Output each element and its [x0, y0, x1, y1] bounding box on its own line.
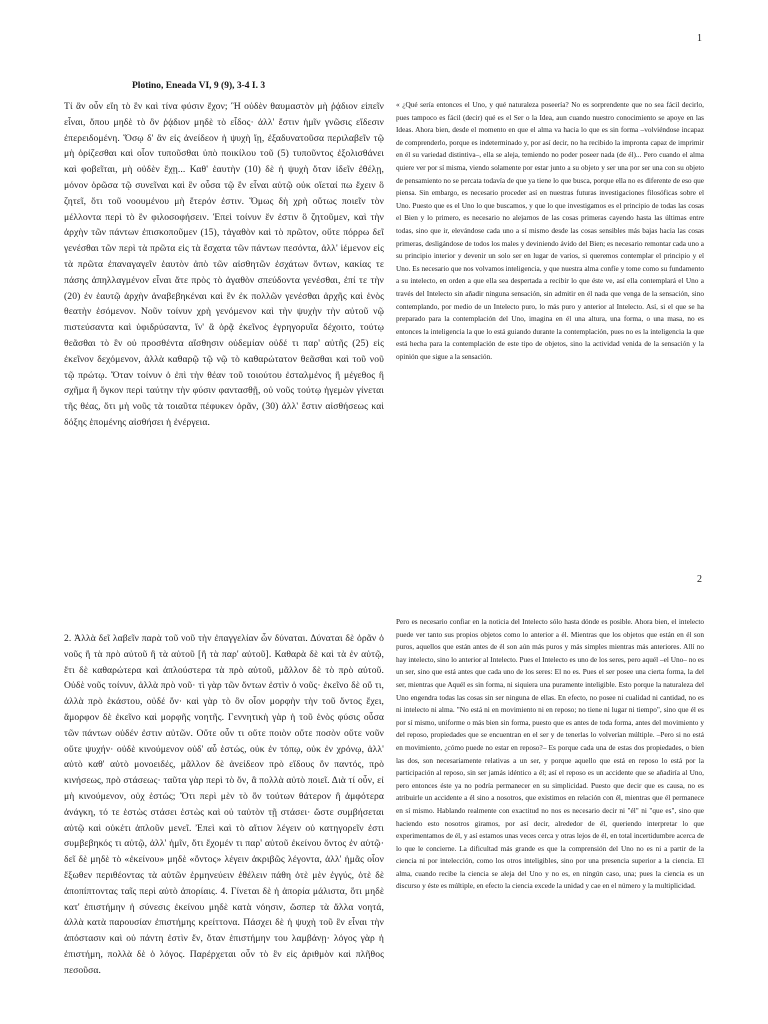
spanish-translation-column: [396, 99, 704, 363]
page-number: 2: [697, 574, 702, 585]
greek-text-column: [64, 631, 384, 979]
spanish-translation-column: [396, 616, 704, 893]
spanish-paragraph: « ¿Qué sería entonces el Uno, y qué naturaleza poseería? No es sorprendente que no sea fácil decirlo, pues tampoco es fácil (decir) qué es el Ser o la Idea, aun cuando nuestro conocimiento se apoye en las Ideas. Ahora bien, desde el momento en que el alma va hacia lo que es sin forma –volviéndose incapaz de comprenderlo, porque es indeterminado y, por así decir, no ha recibido la impronta capaz de imprimir en él su variedad distintiva–, ella se aleja, temiendo no poder poseer nada (de él)... Pero cuando el alma quiere ver por sí misma, viendo solamente por estar junto a su objeto y ser una por ser una con su objeto de pensamiento no se percata todavía de que ya tiene lo que busca, porque ella no es diferente de eso que piensa. Sin embargo, es necesario proceder así en nuestras futuras investigaciones filosóficas sobre el Uno. Puesto que es el Uno lo que buscamos, y que lo que investigamos es el principio de todas las cosas el Bien y lo primero, es necesario no alejarnos de las cosas primeras cayendo hasta las últimas entre todas, sino que ir, elevándose cada uno a sí mismo desde las cosas sensibles más bajas hacia las cosas primeras, desligándose de todos los males y deviniendo ávido del Bien; es necesario remontar cada uno a su principio interior y devenir un solo ser en lugar de varios, si queremos contemplar el principio y el Uno. Es necesario que nos volvamos inteligencia, y que nuestra alma confíe y tome como su fundamento a su intelecto, en orden a que ella sea despertada a recibir lo que éste ve, así ella contemplará el Uno a través del Intelecto sin añadir ninguna sensación, sin admitir en él nada que venga de la sensación, sino contemplando, por medio de un Intelecto puro, lo más puro y anterior al Intelecto. Así, si el que se ha preparado para la contemplación del Uno, imagina en él una altura, una forma, o una masa, no es entonces la inteligencia la que lo está guiando durante la contemplación, pues no es la inteligencia la que está hecha para la contemplación de este tipo de objetos, sino la actividad venida de la sensación y la opinión que sigue a la sensación.: [396, 100, 704, 361]
greek-paragraph: Τί ἂν οὖν εἴη τὸ ἓν καὶ τίνα φύσιν ἔχον; Ἢ οὐδὲν θαυμαστὸν μὴ ῥᾴδιον εἰπεῖν εἶναι, ὅπου μηδὲ τὸ ὂν ῥᾴδιον μηδὲ τὸ εἶδος· ἀλλ' ἔστιν ἡμῖν γνῶσις εἴδεσιν ἐπερειδομένη. Ὅσῳ δ' ἂν εἰς ἀνείδεον ἡ ψυχὴ ἴῃ, ἐξαδυνατοῦσα περιλαβεῖν τῷ μὴ ὁρίζεσθαι καὶ οἷον τυποῦσθαι ὑπὸ ποικίλου τοῦ (5) τυποῦντος ἐξολισθάνει καὶ φοβεῖται, μὴ οὐδὲν ἔχῃ... Καθ' ἑαυτὴν (10) δὲ ἡ ψυχὴ ὅταν ἰδεῖν ἐθέλῃ, μόνον ὁρῶσα τῷ συνεῖναι καὶ ἓν οὖσα τῷ ἓν εἶναι αὐτῷ οὐκ οἴεταί πω ἔχειν ὃ ζητεῖ, ὅτι τοῦ νοουμένου μὴ ἕτερόν ἐστιν. Ὅμως δὴ χρὴ οὕτως ποιεῖν τὸν μέλλοντα περὶ τὸ ἓν φιλοσοφήσειν. Ἐπεὶ τοίνυν ἕν ἐστιν ὃ ζητοῦμεν, καὶ τὴν ἀρχὴν τῶν πάντων ἐπισκοποῦμεν (15), τἀγαθὸν καὶ τὸ πρῶτον, οὔτε πόρρω δεῖ γενέσθαι τῶν περὶ τὰ πρῶτα εἰς τὰ ἔσχατα τῶν πάντων πεσόντα, ἀλλ' ἱέμενον εἰς τὰ πρῶτα ἐπαναγαγεῖν ἑαυτὸν ἀπὸ τῶν αἰσθητῶν ἐσχάτων ὄντων, κακίας τε πάσης ἀπηλλαγμένον εἶναι ἅτε πρὸς τὸ ἀγαθὸν σπεύδοντα γενέσθαι, ἐπί τε τὴν (20) ἐν ἑαυτῷ ἀρχὴν ἀναβεβηκέναι καὶ ἓν ἐκ πολλῶν γενέσθαι ἀρχῆς καὶ ἑνὸς θεατὴν ἐσόμενον. Νοῦν τοίνυν χρὴ γενόμενον καὶ τὴν ψυχὴν τὴν αὐτοῦ νῷ πιστεύσαντα καὶ ὑφιδρύσαντα, ἵν' ἃ ὁρᾷ ἐκεῖνος ἐγρηγορυῖα δέχοιτο, τούτῳ θεᾶσθαι τὸ ἓν οὐ προσθέντα αἴσθησιν οὐδεμίαν οὐδέ τι παρ' αὐτῆς (25) εἰς ἐκεῖνον δεχόμενον, ἀλλὰ καθαρῷ τῷ νῷ τὸ καθαρώτατον θεᾶσθαι καὶ τοῦ νοῦ τῷ πρώτῳ. Ὅταν τοίνυν ὁ ἐπὶ τὴν θέαν τοῦ τοιούτου ἐσταλμένος ἢ μέγεθος ἢ σχῆμα ἢ ὄγκον περὶ ταύτην τὴν φύσιν φαντασθῇ, οὐ νοῦς τούτῳ ἡγεμὼν γίνεται τῆς θέας, ὅτι μὴ νοῦς τὰ τοιαῦτα πέφυκεν ὁρᾶν, (30) ἀλλ' ἔστιν αἰσθήσεως καὶ δόξης ἑπομένης αἰσθήσει ἡ ἐνέργεια.: [64, 101, 384, 428]
greek-text-column: [64, 99, 384, 431]
greek-paragraph: 2. Ἀλλὰ δεῖ λαβεῖν παρὰ τοῦ νοῦ τὴν ἐπαγγελίαν ὧν δύναται. Δύναται δὲ ὁρᾶν ὁ νοῦς ἢ τὰ πρὸ αὐτοῦ ἢ τὰ αὐτοῦ [ἢ τὰ παρ' αὐτοῦ]. Καθαρὰ δὲ καὶ τὰ ἐν αὐτῷ, ἔτι δὲ καθαρώτερα καὶ ἁπλούστερα τὰ πρὸ αὐτοῦ, μᾶλλον δὲ τὸ πρὸ αὐτοῦ. Οὐδὲ νοῦς τοίνυν, ἀλλὰ πρὸ νοῦ· τὶ γὰρ τῶν ὄντων ἐστὶν ὁ νοῦς· ἐκεῖνο δὲ οὔ τι, ἀλλὰ πρὸ ἑκάστου, οὐδέ ὄν· καὶ γὰρ τὸ ὂν οἷον μορφὴν τὴν τοῦ ὄντος ἔχει, ἄμορφον δὲ ἐκεῖνο καὶ μορφῆς νοητῆς. Γεννητικὴ γὰρ ἡ τοῦ ἑνὸς φύσις οὖσα τῶν πάντων οὐδέν ἐστιν αὐτῶν. Οὔτε οὖν τι οὔτε ποιὸν οὔτε ποσὸν οὔτε νοῦν οὔτε ψυχήν· οὐδὲ κινούμενον οὐδ' αὖ ἑστώς, οὐκ ἐν τόπῳ, οὐκ ἐν χρόνῳ, ἀλλ' αὐτὸ καθ' αὐτὸ μονοειδές, μᾶλλον δὲ ἀνείδεον πρὸ εἴδους ὂν παντός, πρὸ κινήσεως, πρὸ στάσεως· ταῦτα γὰρ περὶ τὸ ὄν, ἃ πολλὰ αὐτὸ ποιεῖ. Διὰ τί οὖν, εἰ μὴ κινούμενον, οὐχ ἑστώς; Ὅτι περὶ μὲν τὸ ὂν τούτων θάτερον ἢ ἀμφότερα ἀνάγκη, τό τε ἑστὼς στάσει ἑστὼς καὶ οὐ ταὐτὸν τῇ στάσει· ὥστε συμβήσεται αὐτῷ καὶ οὐκέτι ἁπλοῦν μενεῖ. Ἐπεὶ καὶ τὸ αἴτιον λέγειν οὐ κατηγορεῖν ἐστι συμβεβηκός τι αὐτῷ, ἀλλ' ἡμῖν, ὅτι ἔχομέν τι παρ' αὐτοῦ ἐκείνου ὄντος ἐν αὑτῷ· δεῖ δὲ μηδὲ τὸ «ἐκείνου» μηδὲ «ὄντος» λέγειν ἀκριβῶς λέγοντα, ἀλλ' ἡμᾶς οἷον ἔξωθεν περιθέοντας τὰ αὐτῶν ἑρμηνεύειν ἐθέλειν πάθη ὁτὲ μὲν ἐγγύς, ὁτὲ δὲ ἀποπίπτοντας ταῖς περὶ αὐτὸ ἀπορίαις. 4. Γίνεται δὲ ἡ ἀπορία μάλιστα, ὅτι μηδὲ κατ' ἐπιστήμην ἡ σύνεσις ἐκείνου μηδὲ κατὰ νόησιν, ὥσπερ τὰ ἄλλα νοητά, ἀλλὰ κατὰ παρουσίαν ἐπιστήμης κρείττονα. Πάσχει δὲ ἡ ψυχὴ τοῦ ἓν εἶναι τὴν ἀπόστασιν καὶ οὐ πάντη ἐστὶν ἕν, ὅταν ἐπιστήμην του λαμβάνῃ· λόγος γὰρ ἡ ἐπιστήμη, πολλὰ δὲ ὁ λόγος. Παρέρχεται οὖν τὸ ἓν εἰς ἀριθμὸν καὶ πλῆθος πεσοῦσα.: [64, 633, 384, 976]
spanish-paragraph: Pero es necesario confiar en la noticia del Intelecto sólo hasta dónde es posible. Ahora bien, el intelecto puede ver tanto sus propios objetos como lo anterior a él. Mientras que los objetos que están en él son puros, aquellos que están antes de él son aún más puros y más simples mientras más anteriores. Allí no hay intelecto, sino lo anterior al Intelecto. Pues el Intelecto es uno de los seres, pero aquél –el Uno– no es un ser, sino que está antes que cada uno de los seres: El no es. Pues el ser posee una cierta forma, la del ser, mientras que Aquél es sin forma, ni siquiera una puramente inteligible. Esto porque la naturaleza del Uno engendra todas las cosas sin ser ninguna de ellas. En efecto, no posee ni cualidad ni cantidad, no es ni intelecto ni alma. "No está ni en movimiento ni en reposo; no tiene ni lugar ni tiempo", sino que él es por sí mismo, uniforme o más bien sin forma, puesto que es antes de toda forma, antes del movimiento y del reposo, propiedades que se encuentran en el ser y de tenerlas lo volverían múltiple. –Pero si no está en movimiento, ¿cómo puede no estar en reposo?– Es porque cada una de estas dos propiedades, o bien las dos, son necesariamente relativas a un ser, y porque aquello que está en reposo lo está por la participación al reposo, sin ser jamás idéntico a él; así el reposo es un accidente que se añadiría al Uno, pero entonces éste ya no podría permanecer en su simplicidad. Puesto que decir que es causa, no es atribuirle un accidente a él sino a nosotros, que existimos en relación con él, mientras que él permanece en sí mismo. Hablando realmente con exactitud no nos es necesario decir ni "él" ni "que es", sino que haciendo esto nosotros giramos, por así decir, alrededor de él, queriendo interpretar lo que experimentamos de él, y así estamos unas veces cerca y otras lejos de él, en total incertidumbre acerca de lo que le concierne. La dificultad más grande es que la comprensión del Uno no es ni a partir de la ciencia ni por intelección, como los otros inteligibles, sino por una presencia superior a la ciencia. El alma, cuando recibe la ciencia se aleja del Uno y no es, en ningún caso, una; pues la ciencia es un discurso y éste es múltiple, en efecto la ciencia excede la unidad y cae en el número y la multiplicidad.: [396, 617, 704, 891]
page-number: 1: [697, 33, 702, 44]
document-heading: Plotino, Eneada VI, 9 (9), 3-4 I. 3: [132, 81, 266, 91]
